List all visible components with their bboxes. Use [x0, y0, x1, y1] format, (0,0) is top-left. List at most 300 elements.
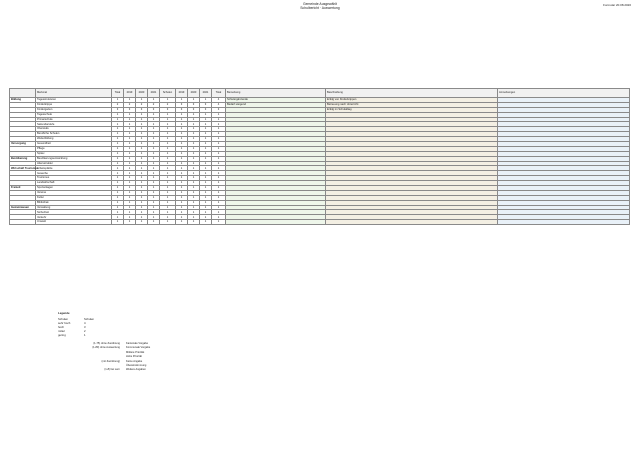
- value-cell: 1: [112, 195, 124, 200]
- row-label: Spitex: [36, 151, 112, 156]
- row-label: Altersstruktur: [36, 161, 112, 166]
- value-cell: 1: [124, 117, 136, 122]
- value-cell: 1: [188, 127, 200, 132]
- table-header-row: [10, 89, 630, 98]
- value-cell: 1: [176, 205, 188, 210]
- value-cell: 1: [212, 122, 226, 127]
- value-cell: 1: [176, 171, 188, 176]
- value-cell: 1: [112, 137, 124, 142]
- value-cell: 1: [200, 127, 212, 132]
- value-cell: 1: [188, 146, 200, 151]
- row-label: Sicherheit: [36, 210, 112, 215]
- column-header: Beschreibung: [326, 89, 498, 98]
- table-row: [10, 220, 630, 225]
- value-cell: 1: [136, 205, 148, 210]
- value-cell: 1: [112, 112, 124, 117]
- legend-item: mittel 2: [58, 329, 86, 333]
- row-label: Verwaltung: [36, 205, 112, 210]
- value-cell: 1: [188, 117, 200, 122]
- legend-item: gering 1: [58, 333, 86, 337]
- row-label: Tourismus: [36, 176, 112, 181]
- value-cell: 1: [160, 200, 176, 205]
- value-cell: 1: [188, 112, 200, 117]
- value-cell: 1: [124, 171, 136, 176]
- row-label: Kindergarten: [36, 107, 112, 112]
- value-cell: 1: [200, 156, 212, 161]
- row-label: Pflege: [36, 146, 112, 151]
- value-cell: 1: [136, 195, 148, 200]
- column-header: Total: [212, 89, 226, 98]
- value-cell: 1: [112, 205, 124, 210]
- column-header: 2021: [148, 89, 160, 98]
- comment-cell: Erfolg im Schulalltag: [326, 107, 498, 112]
- value-cell: 1: [148, 132, 160, 137]
- value-cell: 1: [160, 117, 176, 122]
- column-header: 2020: [188, 89, 200, 98]
- value-cell: 3: [124, 107, 136, 112]
- row-label: Vereine: [36, 190, 112, 195]
- value-cell: 1: [160, 205, 176, 210]
- row-label: Verkehr: [36, 215, 112, 220]
- value-cell: 1: [188, 195, 200, 200]
- value-cell: 1: [112, 215, 124, 220]
- value-cell: 1: [160, 195, 176, 200]
- value-cell: 2: [112, 102, 124, 107]
- notes: [50, 342, 150, 373]
- value-cell: 1: [160, 166, 176, 171]
- value-cell: 1: [176, 166, 188, 171]
- value-cell: 1: [148, 200, 160, 205]
- value-cell: 1: [200, 205, 212, 210]
- value-cell: 1: [188, 137, 200, 142]
- value-cell: 4: [212, 102, 226, 107]
- value-cell: 1: [160, 127, 176, 132]
- value-cell: 3: [212, 107, 226, 112]
- value-cell: 1: [188, 200, 200, 205]
- note-row: (mit Zuordnung) Keine Angabe: [101, 359, 143, 363]
- value-cell: 1: [124, 195, 136, 200]
- value-cell: 1: [200, 146, 212, 151]
- value-cell: 1: [148, 98, 160, 103]
- column-header: Total: [112, 89, 124, 98]
- value-cell: 3: [160, 107, 176, 112]
- value-cell: 1: [136, 127, 148, 132]
- value-cell: 1: [124, 156, 136, 161]
- row-label: Kultur: [36, 195, 112, 200]
- value-cell: 1: [200, 195, 212, 200]
- legend: [58, 311, 94, 337]
- value-cell: 1: [136, 220, 148, 225]
- value-cell: 1: [148, 127, 160, 132]
- value-cell: 1: [176, 215, 188, 220]
- value-cell: 1: [124, 137, 136, 142]
- value-cell: 1: [160, 181, 176, 186]
- document-title: [0, 2, 640, 10]
- value-cell: 1: [200, 220, 212, 225]
- row-label: Kinderkrippe: [36, 102, 112, 107]
- comment-cell: Bedarf steigend: [226, 102, 326, 107]
- category-cell: [10, 220, 36, 225]
- note-row: (1-8) bei Lern Weitere Angaben: [104, 368, 146, 372]
- value-cell: 1: [160, 122, 176, 127]
- category-cell: Bevölkerung: [10, 156, 36, 161]
- value-cell: 1: [212, 132, 226, 137]
- category-cell: Bildung: [10, 98, 36, 103]
- value-cell: 1: [200, 142, 212, 147]
- value-cell: 1: [160, 220, 176, 225]
- value-cell: 1: [212, 181, 226, 186]
- value-cell: 1: [148, 181, 160, 186]
- value-cell: 1: [160, 215, 176, 220]
- row-label: Gesundheit: [36, 142, 112, 147]
- value-cell: 2: [148, 102, 160, 107]
- legend-item: sehr hoch 4: [58, 321, 86, 325]
- value-cell: 1: [136, 112, 148, 117]
- value-cell: 1: [160, 186, 176, 191]
- row-label: Weiterbildung: [36, 137, 112, 142]
- title-line-2: Schulbericht · Auswertung: [300, 6, 340, 10]
- value-cell: 1: [200, 190, 212, 195]
- value-cell: 1: [112, 176, 124, 181]
- value-cell: 1: [148, 117, 160, 122]
- value-cell: 1: [176, 137, 188, 142]
- value-cell: 1: [188, 122, 200, 127]
- value-cell: 1: [200, 215, 212, 220]
- value-cell: 1: [212, 117, 226, 122]
- value-cell: 1: [124, 181, 136, 186]
- row-label: Bibliothek: [36, 200, 112, 205]
- value-cell: 2: [124, 102, 136, 107]
- value-cell: 1: [200, 112, 212, 117]
- value-cell: 3: [200, 107, 212, 112]
- value-cell: 1: [112, 220, 124, 225]
- value-cell: 1: [148, 112, 160, 117]
- value-cell: 1: [160, 112, 176, 117]
- value-cell: 3: [176, 102, 188, 107]
- value-cell: 1: [188, 210, 200, 215]
- value-cell: 1: [136, 156, 148, 161]
- value-cell: 1: [188, 156, 200, 161]
- value-cell: 1: [200, 186, 212, 191]
- value-cell: 1: [124, 142, 136, 147]
- value-cell: 1: [200, 151, 212, 156]
- value-cell: 1: [176, 176, 188, 181]
- title-line-1: Gemeinde Ausgewählt: [303, 2, 337, 6]
- value-cell: 1: [188, 186, 200, 191]
- value-cell: 1: [160, 176, 176, 181]
- value-cell: 1: [188, 142, 200, 147]
- value-cell: 1: [148, 151, 160, 156]
- value-cell: 1: [148, 205, 160, 210]
- value-cell: 1: [160, 137, 176, 142]
- value-cell: 1: [148, 176, 160, 181]
- comment-cell: Betreuung nach Unterricht: [326, 102, 498, 107]
- value-cell: 1: [160, 156, 176, 161]
- category-cell: Gemeinwesen: [10, 205, 36, 210]
- column-header: Merkmal: [36, 89, 112, 98]
- note-row: Übereinstimmung: [126, 364, 147, 368]
- note-row: Mittlere Priorität: [126, 350, 145, 354]
- value-cell: 1: [124, 112, 136, 117]
- row-label: Primarschule: [36, 117, 112, 122]
- value-cell: 1: [112, 186, 124, 191]
- value-cell: 1: [160, 190, 176, 195]
- value-cell: 1: [148, 142, 160, 147]
- value-cell: 1: [176, 112, 188, 117]
- value-cell: 1: [148, 171, 160, 176]
- value-cell: 1: [124, 186, 136, 191]
- value-cell: 1: [212, 186, 226, 191]
- comment-cell: [498, 220, 630, 225]
- value-cell: 1: [112, 117, 124, 122]
- comment-cell: Schulergänzende: [226, 98, 326, 103]
- value-cell: 1: [212, 137, 226, 142]
- value-cell: 1: [212, 161, 226, 166]
- value-cell: 1: [136, 98, 148, 103]
- value-cell: 1: [200, 132, 212, 137]
- row-label: Berufliche Schulen: [36, 132, 112, 137]
- evaluation-table: [9, 88, 629, 225]
- value-cell: 1: [212, 215, 226, 220]
- value-cell: 1: [160, 210, 176, 215]
- value-cell: 3: [136, 107, 148, 112]
- value-cell: 1: [176, 195, 188, 200]
- note-row: (1-80) ohne Auswertung Kommunale Vorgabe: [92, 346, 151, 350]
- value-cell: 1: [212, 200, 226, 205]
- value-cell: 1: [124, 151, 136, 156]
- category-cell: Freizeit: [10, 186, 36, 191]
- value-cell: 1: [160, 146, 176, 151]
- value-cell: 1: [124, 220, 136, 225]
- value-cell: 3: [176, 107, 188, 112]
- value-cell: 3: [188, 102, 200, 107]
- value-cell: 3: [188, 107, 200, 112]
- value-cell: 1: [188, 151, 200, 156]
- value-cell: 1: [176, 146, 188, 151]
- value-cell: 1: [124, 98, 136, 103]
- value-cell: 1: [188, 205, 200, 210]
- value-cell: 1: [136, 200, 148, 205]
- value-cell: 1: [176, 117, 188, 122]
- row-label: Sportanlagen: [36, 186, 112, 191]
- value-cell: 1: [112, 161, 124, 166]
- row-label: Umwelt: [36, 220, 112, 225]
- value-cell: 1: [176, 122, 188, 127]
- value-cell: 1: [148, 190, 160, 195]
- value-cell: 1: [176, 98, 188, 103]
- value-cell: 1: [148, 186, 160, 191]
- legend-item: hoch 3: [58, 325, 86, 329]
- value-cell: 1: [188, 190, 200, 195]
- comment-cell: Erfolg von Kinderkrippen: [326, 98, 498, 103]
- legend-item: Schulen Schulen: [58, 317, 95, 321]
- value-cell: 1: [176, 151, 188, 156]
- value-cell: 1: [188, 171, 200, 176]
- value-cell: 1: [212, 127, 226, 132]
- value-cell: 1: [112, 190, 124, 195]
- value-cell: 1: [136, 151, 148, 156]
- value-cell: 1: [212, 190, 226, 195]
- value-cell: 1: [148, 137, 160, 142]
- value-cell: 1: [160, 142, 176, 147]
- value-cell: 1: [200, 181, 212, 186]
- column-header: 2020: [136, 89, 148, 98]
- value-cell: 1: [148, 122, 160, 127]
- value-cell: 1: [148, 215, 160, 220]
- value-cell: 1: [136, 166, 148, 171]
- value-cell: 1: [124, 205, 136, 210]
- value-cell: 1: [176, 190, 188, 195]
- value-cell: 1: [136, 161, 148, 166]
- row-label: Gewerbe: [36, 171, 112, 176]
- value-cell: 1: [136, 171, 148, 176]
- value-cell: 1: [212, 171, 226, 176]
- value-cell: 1: [124, 200, 136, 205]
- value-cell: 1: [160, 171, 176, 176]
- value-cell: 1: [124, 132, 136, 137]
- column-header: Anmerkungen: [498, 89, 630, 98]
- value-cell: 1: [200, 200, 212, 205]
- value-cell: 1: [176, 181, 188, 186]
- value-cell: 1: [112, 166, 124, 171]
- value-cell: 1: [188, 220, 200, 225]
- value-cell: 1: [148, 195, 160, 200]
- value-cell: 1: [136, 122, 148, 127]
- value-cell: 1: [188, 181, 200, 186]
- value-cell: 2: [160, 102, 176, 107]
- value-cell: 1: [176, 186, 188, 191]
- value-cell: 1: [124, 161, 136, 166]
- note-row: (1-75) ohne Zuordnung Kantonale Vorgabe: [93, 342, 149, 345]
- value-cell: 1: [212, 156, 226, 161]
- column-header: 2019: [176, 89, 188, 98]
- value-cell: 1: [112, 132, 124, 137]
- value-cell: 1: [112, 142, 124, 147]
- row-label: Sekundarstufe: [36, 122, 112, 127]
- value-cell: 1: [124, 166, 136, 171]
- value-cell: 1: [112, 146, 124, 151]
- value-cell: 1: [160, 151, 176, 156]
- value-cell: 1: [200, 117, 212, 122]
- row-label: Landwirtschaft: [36, 181, 112, 186]
- value-cell: 1: [212, 112, 226, 117]
- value-cell: 1: [176, 220, 188, 225]
- value-cell: 1: [148, 166, 160, 171]
- value-cell: 1: [112, 210, 124, 215]
- value-cell: 1: [124, 190, 136, 195]
- value-cell: 1: [212, 166, 226, 171]
- value-cell: 1: [176, 142, 188, 147]
- value-cell: 1: [136, 176, 148, 181]
- value-cell: 1: [124, 122, 136, 127]
- value-cell: 1: [200, 161, 212, 166]
- column-header: 2019: [124, 89, 136, 98]
- column-header: 2021: [200, 89, 212, 98]
- value-cell: 1: [112, 200, 124, 205]
- value-cell: 1: [136, 190, 148, 195]
- value-cell: 1: [124, 176, 136, 181]
- category-cell: Versorgung: [10, 142, 36, 147]
- value-cell: 1: [148, 161, 160, 166]
- value-cell: 1: [188, 215, 200, 220]
- value-cell: 1: [176, 210, 188, 215]
- value-cell: 1: [148, 220, 160, 225]
- value-cell: 1: [188, 98, 200, 103]
- value-cell: 1: [112, 127, 124, 132]
- value-cell: 1: [160, 98, 176, 103]
- value-cell: 1: [200, 210, 212, 215]
- value-cell: 1: [188, 176, 200, 181]
- value-cell: 1: [176, 200, 188, 205]
- value-cell: 1: [200, 176, 212, 181]
- value-cell: 1: [200, 122, 212, 127]
- value-cell: 1: [136, 142, 148, 147]
- row-label: Tagesstrukturen: [36, 98, 112, 103]
- column-header: Bemerkung: [226, 89, 326, 98]
- value-cell: 1: [212, 151, 226, 156]
- value-cell: 1: [200, 98, 212, 103]
- value-cell: 1: [148, 146, 160, 151]
- row-label: Arbeitsplätze: [36, 166, 112, 171]
- value-cell: 1: [176, 127, 188, 132]
- row-label: Oberstufe: [36, 127, 112, 132]
- comment-cell: [226, 220, 326, 225]
- value-cell: 2: [136, 102, 148, 107]
- value-cell: 1: [188, 132, 200, 137]
- value-cell: 1: [212, 210, 226, 215]
- value-cell: 1: [160, 132, 176, 137]
- value-cell: 1: [200, 171, 212, 176]
- value-cell: 1: [136, 137, 148, 142]
- value-cell: 1: [212, 142, 226, 147]
- value-cell: 1: [112, 151, 124, 156]
- value-cell: 1: [124, 127, 136, 132]
- value-cell: 1: [148, 210, 160, 215]
- value-cell: 1: [112, 98, 124, 103]
- value-cell: 1: [188, 166, 200, 171]
- value-cell: 1: [200, 166, 212, 171]
- row-label: Bevölkerungsentwicklung: [36, 156, 112, 161]
- value-cell: 1: [212, 195, 226, 200]
- value-cell: 1: [112, 156, 124, 161]
- category-cell: Wirtschaft Tourismus: [11, 166, 39, 170]
- value-cell: 1: [136, 132, 148, 137]
- value-cell: 1: [176, 132, 188, 137]
- value-cell: 1: [160, 161, 176, 166]
- note-row: Hohe Priorität: [126, 355, 142, 359]
- value-cell: 1: [136, 146, 148, 151]
- value-cell: 1: [212, 205, 226, 210]
- column-header: Schulen: [160, 89, 176, 98]
- row-label: Tagesschule: [36, 112, 112, 117]
- value-cell: 1: [212, 220, 226, 225]
- value-cell: 1: [148, 156, 160, 161]
- value-cell: 1: [136, 181, 148, 186]
- value-cell: 1: [188, 161, 200, 166]
- column-header: [10, 89, 36, 98]
- value-cell: 1: [200, 137, 212, 142]
- value-cell: 1: [136, 186, 148, 191]
- value-cell: 3: [200, 102, 212, 107]
- value-cell: 1: [136, 117, 148, 122]
- value-cell: 1: [212, 146, 226, 151]
- value-cell: 1: [112, 122, 124, 127]
- value-cell: 1: [176, 161, 188, 166]
- header-date: Formular 20.08.2020: [603, 3, 631, 7]
- legend-title: Legende: [58, 311, 70, 315]
- value-cell: 1: [124, 146, 136, 151]
- value-cell: 1: [124, 210, 136, 215]
